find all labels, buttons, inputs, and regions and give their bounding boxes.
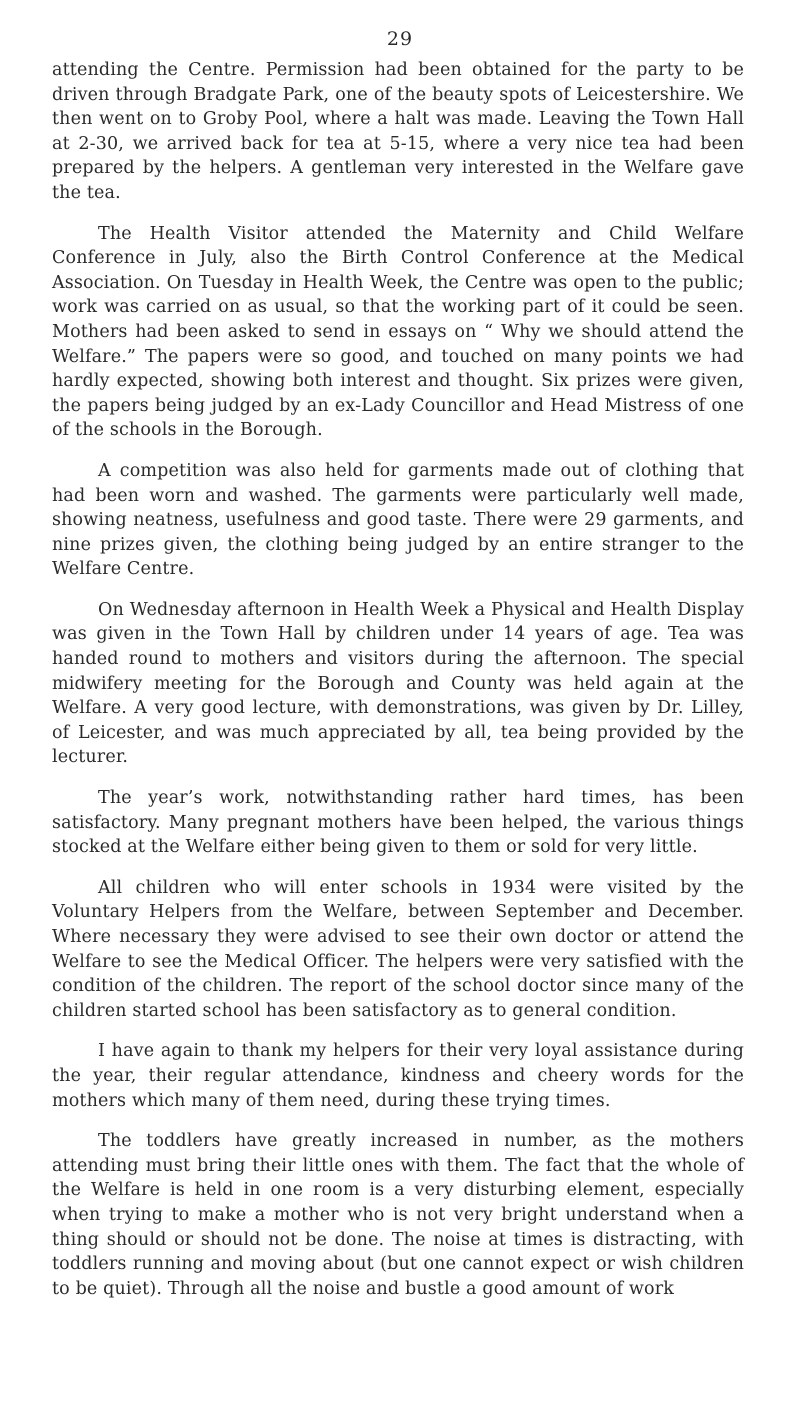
paragraph: I have again to thank my helpers for their very loyal assistance during the year, their regular attendance, kindness and cheery words for the mothers which many of them need, during these trying times. bbox=[52, 1041, 744, 1111]
paragraph: The year’s work, notwithstanding rather hard times, has been satisfactory. Many pregnant mothers have been helped, the various things stocked at the Welfare either being given to them or sold for very little. bbox=[52, 788, 744, 858]
paragraph: All children who will enter schools in 1934 were visited by the Voluntary Helpers from the Welfare, between September and December. Where necessary they were advised to see their own doctor or attend the Welfare to see the Medical Officer. The helpers were very satisfied with the condition of the children. The report of the school doctor since many of the children started school has been satisfactory as to general condition. bbox=[52, 877, 744, 1021]
paragraph: The Health Visitor attended the Maternity and Child Welfare Conference in July, also the Birth Control Conference at the Medical Association. On Tuesday in Health Week, the Centre was open to the public; work was carried on as usual, so that the working part of it could be seen. Mothers had been asked to send in essays on “ Why we should attend the Welfare.” The papers were so good, and touched on many points we had hardly expected, showing both interest and thought. Six prizes were given, the papers being judged by an ex-Lady Councillor and Head Mistress of one of the schools in the Borough. bbox=[52, 223, 744, 441]
paragraph: On Wednesday afternoon in Health Week a Physical and Health Display was given in the Town Hall by children under 14 years of age. Tea was handed round to mothers and visitors during the afternoon. The special midwifery meeting for the Borough and County was held again at the Welfare. A very good lecture, with demonstrations, was given by Dr. Lilley, of Leicester, and was much appreciated by all, tea being provided by the lecturer. bbox=[52, 599, 744, 768]
body-text bbox=[52, 58, 744, 1317]
paragraph: The toddlers have greatly increased in number, as the mothers attending must bring their little ones with them. The fact that the whole of the Welfare is held in one room is a very disturbing element, especially when trying to make a mother who is not very bright understand when a thing should or should not be done. The noise at times is distracting, with toddlers running and moving about (but one cannot expect or wish children to be quiet). Through all the noise and bustle a good amount of work bbox=[52, 1131, 744, 1299]
paragraph-continued: attending the Centre. Permission had been obtained for the party to be driven through Bradgate Park, one of the beauty spots of Leicestershire. We then went on to Groby Pool, where a halt was made. Leaving the Town Hall at 2-30, we arrived back for tea at 5-15, where a very nice tea had been prepared by the helpers. A gentleman very interested in the Welfare gave the tea. bbox=[52, 60, 744, 203]
paragraph: A competition was also held for garments made out of clothing that had been worn and washed. The garments were particularly well made, showing neatness, usefulness and good taste. There were 29 garments, and nine prizes given, the clothing being judged by an entire stranger to the Welfare Centre. bbox=[52, 460, 744, 580]
page-number: 29 bbox=[386, 28, 414, 50]
